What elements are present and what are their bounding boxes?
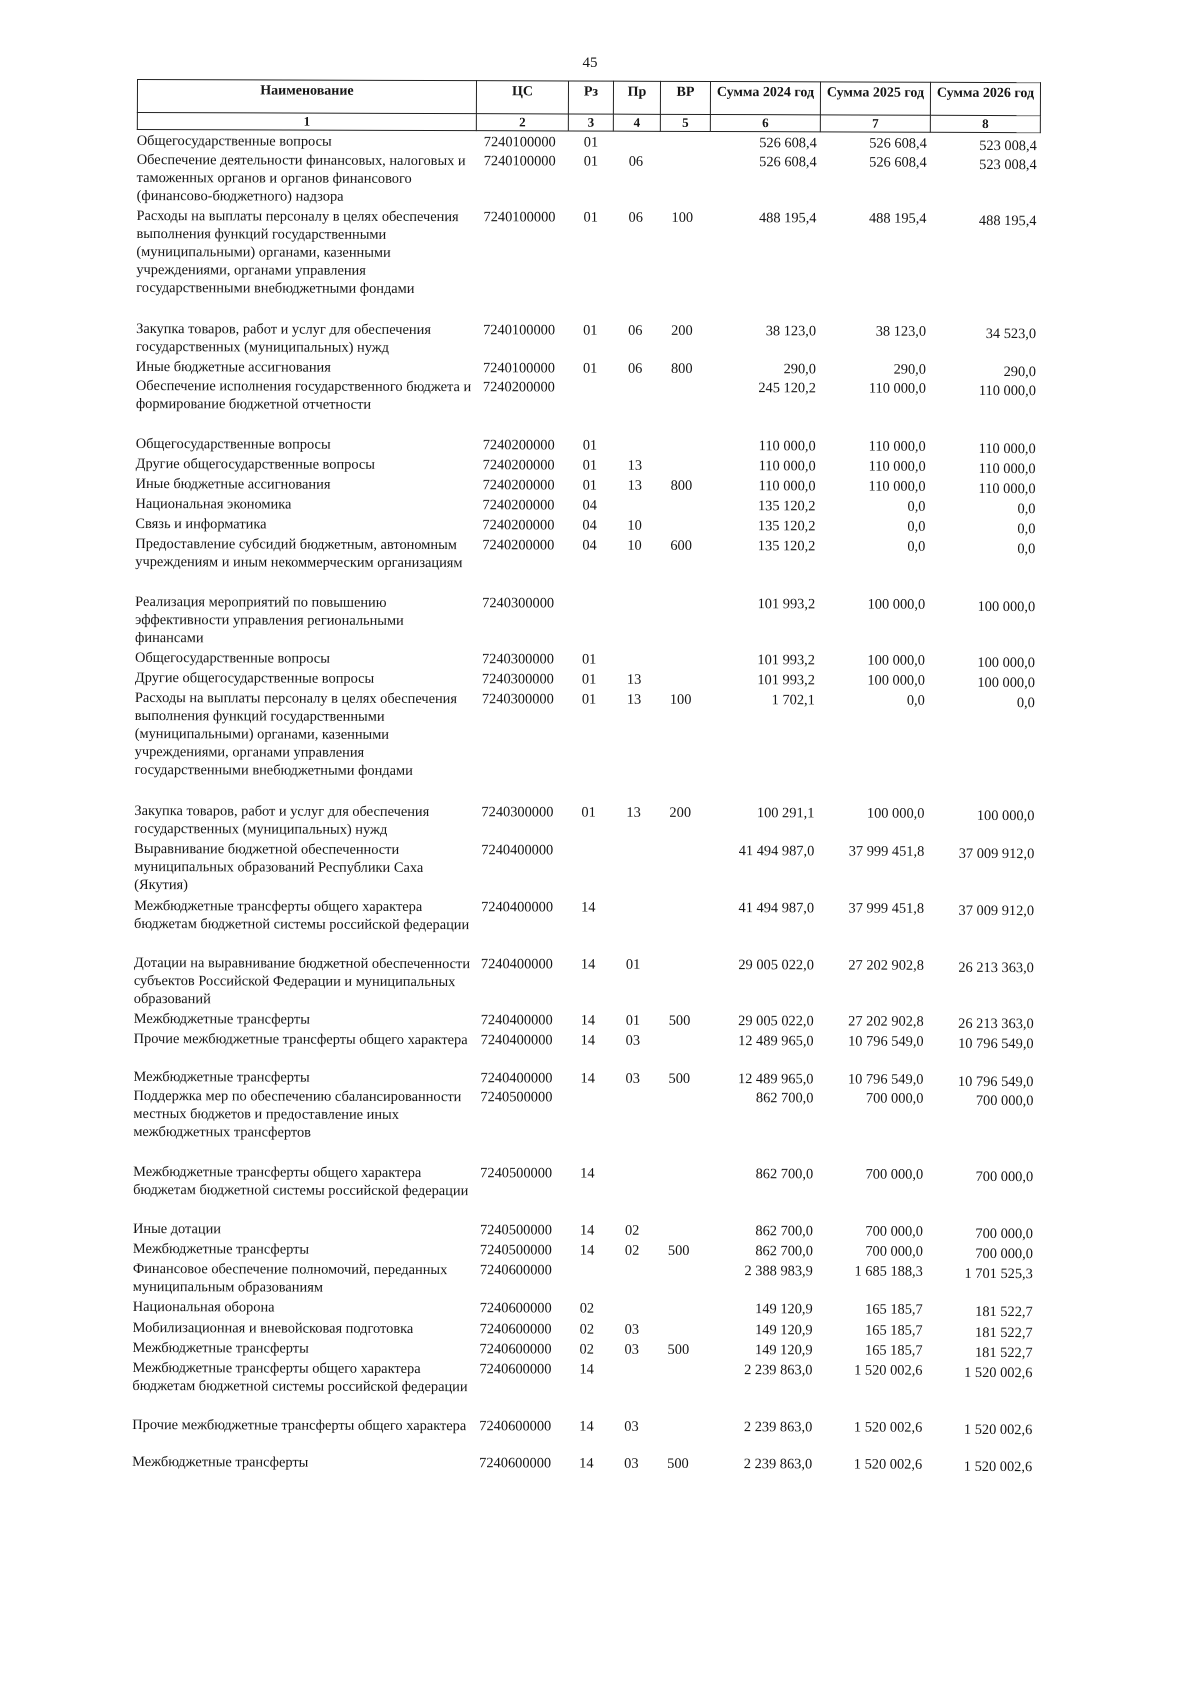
row-pr: 13 [626, 671, 642, 688]
row-pr: 10 [627, 537, 642, 554]
row-sum-2026: 700 000,0 [975, 1092, 1034, 1110]
row-sum-2025: 110 000,0 [868, 458, 926, 475]
row-sum-2024: 2 239 863,0 [744, 1362, 813, 1379]
row-sum-2025: 488 195,4 [868, 210, 927, 227]
row-sum-2024: 29 005 022,0 [738, 1013, 814, 1030]
table-row [0, 840, 1057, 894]
row-sum-2026: 10 796 549,0 [958, 1035, 1034, 1053]
row-sum-2025: 700 000,0 [865, 1166, 924, 1183]
row-sum-2025: 0,0 [906, 692, 925, 709]
row-sum-2024: 1 702,1 [771, 692, 815, 709]
row-sum-2024: 101 993,2 [757, 652, 816, 669]
row-rz: 14 [580, 1070, 595, 1087]
row-sum-2025: 1 685 188,3 [854, 1263, 923, 1280]
table-row [0, 1298, 1056, 1320]
row-sum-2026: 1 520 002,6 [963, 1421, 1033, 1439]
row-vr: 800 [670, 477, 693, 494]
row-name: Закупка товаров, работ и услуг для обеспечения государственных (муниципальных) нужд [134, 802, 430, 838]
row-vr: 500 [667, 1341, 690, 1358]
table-row [0, 802, 1057, 838]
row-rz: 14 [580, 956, 596, 973]
row-cs-code: 7240200000 [482, 497, 555, 514]
row-sum-2024: 526 608,4 [759, 135, 817, 152]
row-sum-2026: 700 000,0 [975, 1245, 1033, 1263]
row-sum-2024: 100 291,1 [756, 805, 815, 822]
row-vr: 500 [667, 1242, 690, 1259]
row-rz: 04 [582, 537, 597, 554]
row-sum-2024: 862 700,0 [755, 1223, 814, 1240]
row-sum-2025: 27 202 902,8 [848, 957, 924, 974]
table-row [0, 1010, 1057, 1032]
row-pr: 13 [626, 804, 641, 821]
row-cs-code: 7240200000 [482, 437, 555, 454]
row-sum-2024: 101 993,2 [757, 672, 815, 689]
row-name: Межбюджетные трансферты общего характера бюджетам бюджетной системы российской федерации [133, 1163, 469, 1200]
row-cs-code: 7240400000 [480, 1032, 553, 1049]
row-cs-code: 7240200000 [482, 517, 555, 534]
row-sum-2025: 38 123,0 [875, 323, 927, 340]
col-number-1: 1 [137, 113, 476, 131]
row-sum-2024: 41 494 987,0 [738, 900, 815, 917]
row-sum-2025: 1 520 002,6 [853, 1419, 923, 1436]
row-sum-2026: 37 009 912,0 [958, 845, 1035, 863]
row-sum-2024: 135 120,2 [757, 538, 816, 555]
row-name: Расходы на выплаты персоналу в целях обеспечения выполнения функций государственными (муниципальными) органами, казенными учреждениями, органами управления государственными внебюджетными фондами [136, 207, 459, 297]
row-sum-2025: 100 000,0 [867, 652, 926, 669]
table-row [0, 1416, 1055, 1438]
row-cs-code: 7240300000 [482, 595, 555, 612]
row-sum-2024: 12 489 965,0 [738, 1033, 814, 1050]
table-header [137, 79, 1041, 133]
table-row [0, 1220, 1056, 1242]
table-row [0, 1068, 1057, 1090]
row-name: Выравнивание бюджетной обеспеченности муниципальных образований Республики Саха (Якутия) [134, 840, 424, 894]
row-sum-2024: 12 489 965,0 [737, 1071, 814, 1088]
table-row [0, 207, 1060, 297]
col-number-3: 3 [568, 114, 613, 131]
row-sum-2026: 0,0 [1016, 695, 1035, 712]
row-pr: 13 [626, 691, 642, 708]
row-rz: 14 [579, 1222, 595, 1239]
row-sum-2025: 1 520 002,6 [853, 1456, 923, 1473]
row-sum-2025: 290,0 [893, 361, 927, 378]
row-pr: 02 [624, 1222, 640, 1239]
row-name: Национальная оборона [132, 1298, 275, 1316]
row-sum-2025: 165 185,7 [865, 1322, 923, 1339]
col-header-name: Наименование [137, 80, 476, 114]
row-vr: 500 [667, 1455, 689, 1472]
row-sum-2025: 37 999 451,8 [848, 843, 925, 860]
row-cs-code: 7240400000 [480, 956, 553, 973]
table-row [0, 132, 1060, 154]
row-sum-2026: 0,0 [1017, 501, 1036, 518]
row-vr: 100 [671, 209, 694, 226]
row-name: Общегосударственные вопросы [136, 132, 332, 150]
column-number-row [137, 113, 1040, 133]
row-cs-code: 7240600000 [479, 1300, 552, 1317]
row-name: Закупка товаров, работ и услуг для обеспечения государственных (муниципальных) нужд [136, 320, 431, 356]
table-row [0, 1339, 1056, 1361]
row-pr: 02 [624, 1242, 640, 1259]
table-row [0, 897, 1057, 934]
row-cs-code: 7240600000 [479, 1341, 552, 1358]
row-sum-2026: 10 796 549,0 [957, 1073, 1034, 1091]
row-sum-2025: 526 608,4 [869, 154, 927, 171]
row-rz: 01 [583, 322, 598, 339]
row-vr: 100 [669, 691, 692, 708]
col-header-rz: Рз [568, 81, 613, 114]
row-sum-2026: 181 522,7 [974, 1344, 1033, 1362]
row-sum-2026: 100 000,0 [976, 807, 1035, 825]
row-sum-2026: 181 522,7 [975, 1303, 1033, 1321]
row-cs-code: 7240500000 [479, 1222, 552, 1239]
table-row [0, 1030, 1057, 1052]
col-header-sum-2026: Сумма 2026 год [930, 82, 1040, 115]
row-rz: 01 [583, 209, 598, 226]
row-sum-2026: 523 008,4 [979, 137, 1037, 155]
row-sum-2026: 100 000,0 [977, 674, 1035, 692]
table-row [0, 689, 1058, 779]
row-pr: 13 [627, 457, 643, 474]
table-row [0, 151, 1060, 205]
row-name: Связь и информатика [135, 515, 267, 533]
row-name: Расходы на выплаты персоналу в целях обеспечения выполнения функций государственными (муниципальными) органами, казенными учреждениями, органами управления государственными внебюджетными фондами [134, 689, 458, 779]
row-sum-2025: 110 000,0 [868, 380, 926, 397]
row-sum-2026: 26 213 363,0 [958, 1015, 1034, 1033]
row-cs-code: 7240600000 [479, 1418, 552, 1435]
row-rz: 01 [581, 651, 597, 668]
row-name: Иные бюджетные ассигнования [135, 358, 331, 376]
row-sum-2025: 100 000,0 [867, 596, 926, 613]
table-row [0, 535, 1058, 572]
row-sum-2025: 0,0 [907, 538, 926, 555]
row-vr: 500 [668, 1012, 691, 1029]
row-name: Обеспечение исполнения государственного бюджета и формирование бюджетной отчетности [135, 377, 472, 413]
row-sum-2024: 526 608,4 [759, 154, 817, 171]
col-number-7: 7 [820, 115, 930, 132]
row-sum-2025: 700 000,0 [865, 1090, 924, 1107]
row-sum-2026: 26 213 363,0 [958, 959, 1034, 977]
row-sum-2025: 165 185,7 [864, 1342, 923, 1359]
row-sum-2025: 100 000,0 [867, 672, 925, 689]
row-sum-2025: 0,0 [907, 498, 926, 515]
row-cs-code: 7240300000 [481, 651, 554, 668]
row-sum-2024: 245 120,2 [758, 380, 816, 397]
row-sum-2024: 149 120,9 [754, 1342, 813, 1359]
row-cs-code: 7240100000 [483, 322, 556, 339]
row-cs-code: 7240400000 [480, 1012, 553, 1029]
row-cs-code: 7240200000 [482, 477, 555, 494]
row-rz: 02 [579, 1321, 595, 1338]
col-number-4: 4 [613, 114, 660, 131]
row-cs-code: 7240300000 [481, 671, 554, 688]
row-pr: 06 [628, 322, 643, 339]
row-name: Мобилизационная и вневойсковая подготовка [132, 1319, 414, 1337]
row-cs-code: 7240600000 [479, 1321, 552, 1338]
col-header-cs: ЦС [476, 81, 568, 114]
row-name: Межбюджетные трансферты [132, 1339, 309, 1357]
row-cs-code: 7240300000 [481, 804, 554, 821]
row-sum-2026: 523 008,4 [979, 156, 1037, 174]
row-rz: 01 [583, 134, 599, 151]
row-pr: 03 [624, 1418, 639, 1435]
row-sum-2025: 37 999 451,8 [848, 900, 925, 917]
row-rz: 04 [582, 497, 597, 514]
row-pr: 01 [625, 1012, 641, 1029]
row-rz: 01 [582, 437, 598, 454]
row-sum-2025: 27 202 902,8 [848, 1013, 924, 1030]
row-sum-2024: 101 993,2 [757, 596, 816, 613]
table-row [0, 1240, 1056, 1262]
row-name: Прочие межбюджетные трансферты общего характера [132, 1416, 467, 1435]
row-name: Общегосударственные вопросы [134, 649, 330, 667]
row-name: Другие общегосударственные вопросы [134, 669, 375, 687]
row-pr: 03 [624, 1455, 639, 1472]
row-sum-2024: 29 005 022,0 [738, 957, 814, 974]
row-sum-2025: 10 796 549,0 [848, 1033, 924, 1050]
row-rz: 01 [582, 477, 598, 494]
row-rz: 01 [582, 360, 598, 377]
row-sum-2024: 149 120,9 [755, 1301, 813, 1318]
row-name: Прочие межбюджетные трансферты общего характера [133, 1030, 468, 1049]
table-row [0, 1319, 1056, 1341]
row-rz: 14 [579, 1418, 594, 1435]
row-rz: 14 [581, 899, 596, 916]
col-header-sum-2025: Сумма 2025 год [820, 82, 930, 115]
row-name: Дотации на выравнивание бюджетной обеспеченности субъектов Российской Федерации и муниципальных образований [133, 954, 471, 1008]
row-vr: 500 [668, 1070, 691, 1087]
row-sum-2026: 700 000,0 [975, 1225, 1034, 1243]
row-sum-2026: 0,0 [1017, 541, 1036, 558]
row-rz: 01 [582, 457, 598, 474]
row-pr: 10 [627, 517, 642, 534]
row-sum-2024: 2 239 863,0 [743, 1419, 813, 1436]
col-number-8: 8 [930, 115, 1040, 132]
row-name: Иные бюджетные ассигнования [135, 475, 331, 493]
row-sum-2025: 526 608,4 [869, 135, 927, 152]
row-sum-2025: 100 000,0 [866, 805, 925, 822]
row-pr: 13 [627, 477, 643, 494]
col-number-2: 2 [476, 114, 568, 131]
row-sum-2024: 135 120,2 [757, 498, 816, 515]
row-sum-2026: 488 195,4 [978, 212, 1037, 230]
row-cs-code: 7240600000 [479, 1262, 552, 1279]
row-name: Финансовое обеспечение полномочий, переданных муниципальным образованиям [132, 1260, 448, 1296]
row-cs-code: 7240500000 [480, 1089, 553, 1106]
col-header-sum-2024: Сумма 2024 год [710, 82, 820, 115]
row-sum-2026: 37 009 912,0 [958, 902, 1035, 920]
row-name: Межбюджетные трансферты [133, 1068, 310, 1086]
row-name: Общегосударственные вопросы [135, 435, 331, 453]
row-rz: 01 [581, 691, 597, 708]
row-rz: 04 [582, 517, 597, 534]
row-cs-code: 7240200000 [482, 457, 555, 474]
row-name: Иные дотации [132, 1220, 222, 1238]
row-cs-code: 7240200000 [482, 379, 555, 396]
row-sum-2024: 862 700,0 [755, 1090, 814, 1107]
row-pr: 03 [624, 1321, 640, 1338]
row-sum-2026: 1 701 525,3 [964, 1265, 1033, 1283]
row-cs-code: 7240300000 [481, 691, 554, 708]
row-pr: 03 [625, 1070, 640, 1087]
row-name: Межбюджетные трансферты [132, 1453, 309, 1471]
row-sum-2025: 0,0 [907, 518, 926, 535]
row-pr: 06 [628, 153, 644, 170]
row-sum-2024: 135 120,2 [757, 518, 816, 535]
table-row [0, 455, 1059, 477]
row-cs-code: 7240400000 [480, 1070, 553, 1087]
row-sum-2024: 38 123,0 [765, 323, 817, 340]
row-sum-2025: 10 796 549,0 [847, 1071, 924, 1088]
row-name: Межбюджетные трансферты [132, 1240, 310, 1258]
row-rz: 01 [581, 671, 597, 688]
row-sum-2026: 100 000,0 [977, 654, 1035, 672]
row-sum-2026: 100 000,0 [977, 598, 1036, 616]
row-rz: 14 [580, 1012, 596, 1029]
row-sum-2024: 290,0 [783, 361, 817, 378]
row-name: Национальная экономика [135, 495, 292, 513]
row-sum-2025: 1 520 002,6 [854, 1362, 923, 1379]
row-rz: 02 [579, 1300, 595, 1317]
table-row [0, 495, 1059, 517]
row-cs-code: 7240100000 [483, 209, 556, 226]
row-sum-2025: 110 000,0 [868, 438, 926, 455]
row-sum-2024: 110 000,0 [758, 478, 816, 495]
row-cs-code: 7240100000 [482, 360, 555, 377]
row-sum-2024: 2 239 863,0 [743, 1456, 813, 1473]
row-rz: 14 [580, 1165, 595, 1182]
table-row [0, 1163, 1056, 1200]
row-pr: 06 [628, 209, 643, 226]
row-sum-2026: 700 000,0 [975, 1168, 1034, 1186]
row-sum-2024: 488 195,4 [758, 210, 817, 227]
row-cs-code: 7240400000 [481, 842, 554, 859]
row-cs-code: 7240600000 [479, 1361, 552, 1378]
row-sum-2026: 1 520 002,6 [963, 1458, 1033, 1476]
col-number-5: 5 [660, 114, 710, 131]
row-rz: 02 [579, 1341, 594, 1358]
row-cs-code: 7240100000 [483, 134, 556, 151]
row-cs-code: 7240500000 [480, 1165, 553, 1182]
row-sum-2025: 110 000,0 [868, 478, 926, 495]
row-cs-code: 7240600000 [479, 1455, 552, 1472]
row-vr: 800 [670, 360, 693, 377]
row-sum-2024: 149 120,9 [755, 1322, 813, 1339]
row-pr: 01 [625, 956, 641, 973]
table-row [0, 649, 1058, 671]
row-name: Реализация мероприятий по повышению эффективности управления региональными финансами [135, 593, 404, 647]
row-name: Обеспечение деятельности финансовых, налоговых и таможенных органов и органов финансового (финансово-бюджетного) надзора [136, 151, 466, 205]
row-name: Межбюджетные трансферты общего характера бюджетам бюджетной системы российской федерации [132, 1359, 468, 1396]
row-cs-code: 7240400000 [481, 899, 554, 916]
row-sum-2024: 110 000,0 [758, 438, 816, 455]
row-pr: 03 [624, 1341, 639, 1358]
col-number-6: 6 [710, 115, 820, 132]
table-row [0, 358, 1059, 380]
row-rz: 14 [580, 1032, 596, 1049]
row-name: Межбюджетные трансферты общего характера бюджетам бюджетной системы российской федерации [134, 897, 470, 934]
table-row [0, 377, 1059, 413]
row-vr: 600 [670, 537, 692, 554]
row-sum-2024: 862 700,0 [755, 1166, 814, 1183]
row-cs-code: 7240200000 [482, 537, 555, 554]
table-row [0, 1087, 1056, 1141]
row-sum-2026: 1 520 002,6 [964, 1364, 1033, 1382]
row-sum-2026: 110 000,0 [978, 460, 1036, 478]
row-sum-2024: 110 000,0 [758, 458, 816, 475]
col-header-pr: Пр [613, 81, 660, 114]
row-name: Другие общегосударственные вопросы [135, 455, 375, 473]
row-sum-2026: 110 000,0 [978, 440, 1036, 458]
row-pr: 06 [627, 360, 643, 377]
row-pr: 03 [625, 1032, 641, 1049]
table-row [0, 1453, 1055, 1475]
row-sum-2026: 34 523,0 [985, 325, 1037, 343]
row-sum-2024: 862 700,0 [755, 1243, 813, 1260]
row-sum-2026: 110 000,0 [978, 480, 1036, 498]
row-cs-code: 7240100000 [483, 153, 556, 170]
page-number: 45 [582, 55, 598, 71]
row-rz: 01 [581, 804, 596, 821]
row-sum-2025: 700 000,0 [865, 1223, 924, 1240]
table-row [0, 669, 1058, 691]
table-row [0, 1260, 1056, 1296]
table-row [0, 515, 1058, 537]
table-row [0, 593, 1058, 647]
row-name: Предоставление субсидий бюджетным, автономным учреждениям и иным некоммерческим организациям [135, 535, 463, 572]
row-name: Поддержка мер по обеспечению сбалансированности местных бюджетов и предоставление иных межбюджетных трансфертов [133, 1087, 462, 1141]
row-rz: 01 [583, 153, 599, 170]
row-rz: 14 [579, 1361, 594, 1378]
row-rz: 14 [579, 1455, 594, 1472]
table-row [0, 320, 1059, 356]
row-name: Межбюджетные трансферты [133, 1010, 310, 1028]
table-row [0, 954, 1057, 1008]
header-row [137, 80, 1040, 116]
row-sum-2026: 290,0 [1003, 364, 1037, 381]
row-vr: 200 [671, 322, 693, 339]
row-cs-code: 7240500000 [479, 1242, 552, 1259]
row-sum-2024: 41 494 987,0 [738, 843, 815, 860]
row-sum-2025: 165 185,7 [865, 1301, 923, 1318]
row-sum-2025: 700 000,0 [865, 1243, 923, 1260]
row-sum-2026: 0,0 [1017, 521, 1036, 538]
col-header-vr: ВР [660, 81, 710, 114]
row-rz: 14 [579, 1242, 595, 1259]
row-sum-2026: 110 000,0 [978, 382, 1036, 400]
table-row [0, 435, 1059, 457]
table-row [0, 475, 1059, 497]
table-row [0, 1359, 1056, 1396]
row-sum-2024: 2 388 983,9 [744, 1263, 813, 1280]
row-sum-2026: 181 522,7 [975, 1324, 1033, 1342]
row-vr: 200 [669, 804, 692, 821]
